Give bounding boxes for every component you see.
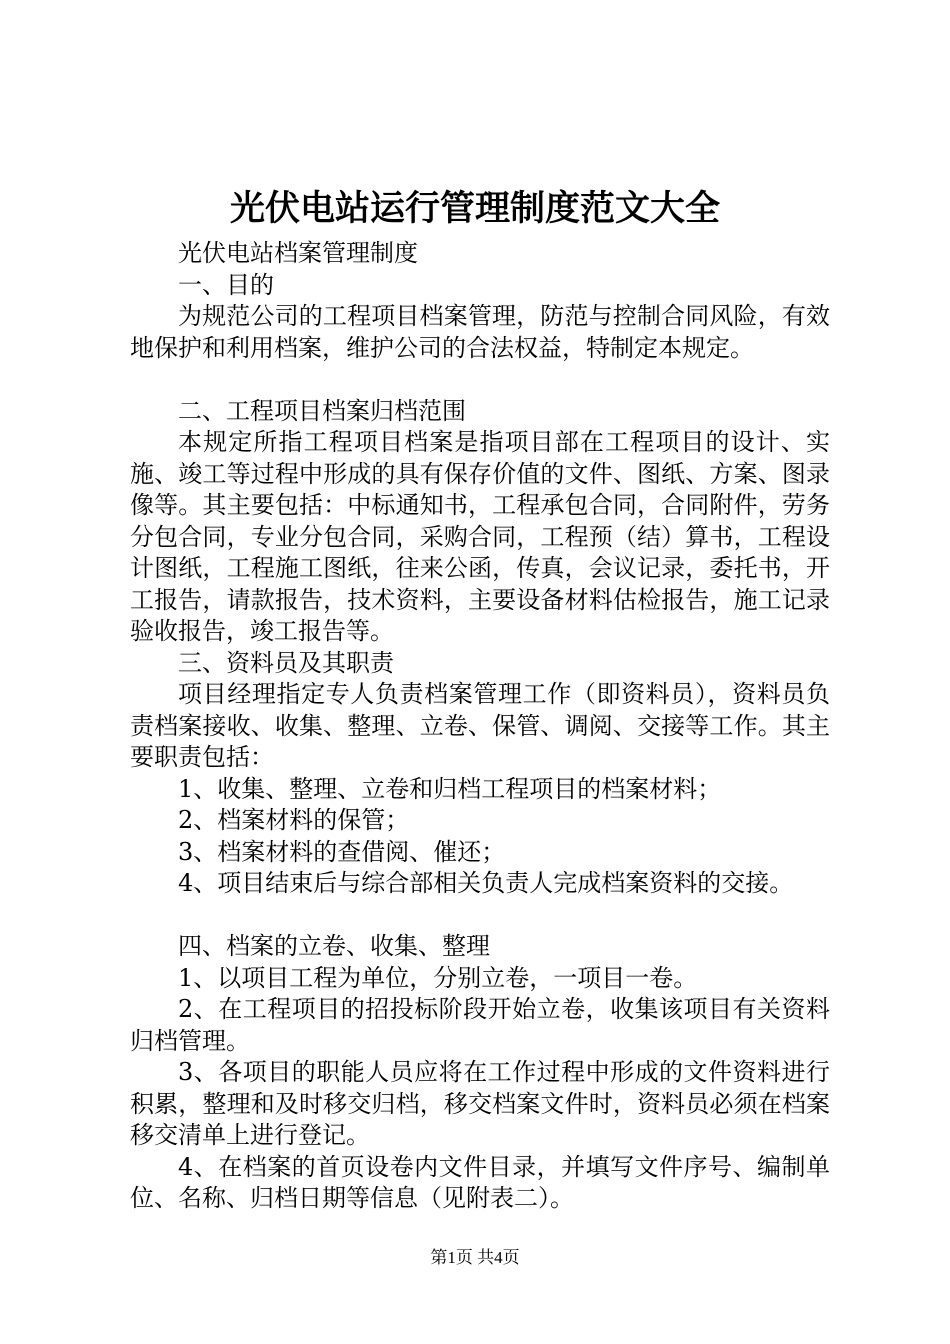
blank-line: [130, 900, 830, 932]
section-heading: 二、工程项目档案归档范围: [178, 396, 466, 425]
section-heading: 四、档案的立卷、收集、整理: [178, 932, 490, 960]
page-footer: 第1页 共4页: [430, 1248, 520, 1267]
paragraph: 本规定所指工程项目档案是指项目部在工程项目的设计、实施、竣工等过程中形成的具有保存价值的文件、图纸、方案、图录像等。其主要包括：中标通知书，工程承包合同，合同附件，劳务分包合同，专业分包合同，采购合同，工程预（结）算书，工程设计图纸，工程施工图纸，往来公函，传真，会议记录，委托书，开工报告，请款报告，技术资料，主要设备材料估检报告，施工记录验收报告，竣工报告等。: [130, 428, 830, 645]
list-item: 4、项目结束后与综合部相关负责人完成档案资料的交接。: [178, 869, 794, 897]
list-item: 2、在工程项目的招投标阶段开始立卷，收集该项目有关资料归档管理。: [130, 995, 830, 1055]
paragraph: 项目经理指定专人负责档案管理工作（即资料员），资料员负责档案接收、收集、整理、立卷、保管、调阅、交接等工作。其主要职责包括：: [130, 680, 830, 771]
document-title: 光伏电站运行管理制度范文大全: [229, 188, 720, 229]
list-item: 1、收集、整理、立卷和归档工程项目的档案材料；: [178, 774, 722, 803]
list-item: 4、在档案的首页设卷内文件目录，并填写文件序号、编制单位、名称、归档日期等信息（见附表二）。: [130, 1152, 830, 1212]
list-item: 3、档案材料的查借阅、催还；: [178, 837, 506, 866]
list-item: 2、档案材料的保管；: [178, 806, 410, 834]
paragraph: 光伏电站档案管理制度: [178, 239, 418, 267]
list-item: 3、各项目的职能人员应将在工作过程中形成的文件资料进行积累，整理和及时移交归档，移交档案文件时，资料员必须在档案移交清单上进行登记。: [130, 1058, 830, 1149]
section-heading: 三、资料员及其职责: [178, 648, 394, 677]
section-heading: 一、目的: [178, 270, 274, 299]
blank-line: [130, 364, 830, 396]
document-body: [130, 238, 830, 1215]
list-item: 1、以项目工程为单位，分别立卷，一项目一卷。: [178, 963, 698, 992]
paragraph: 为规范公司的工程项目档案管理，防范与控制合同风险，有效地保护和利用档案，维护公司的合法权益，特制定本规定。: [130, 302, 830, 362]
